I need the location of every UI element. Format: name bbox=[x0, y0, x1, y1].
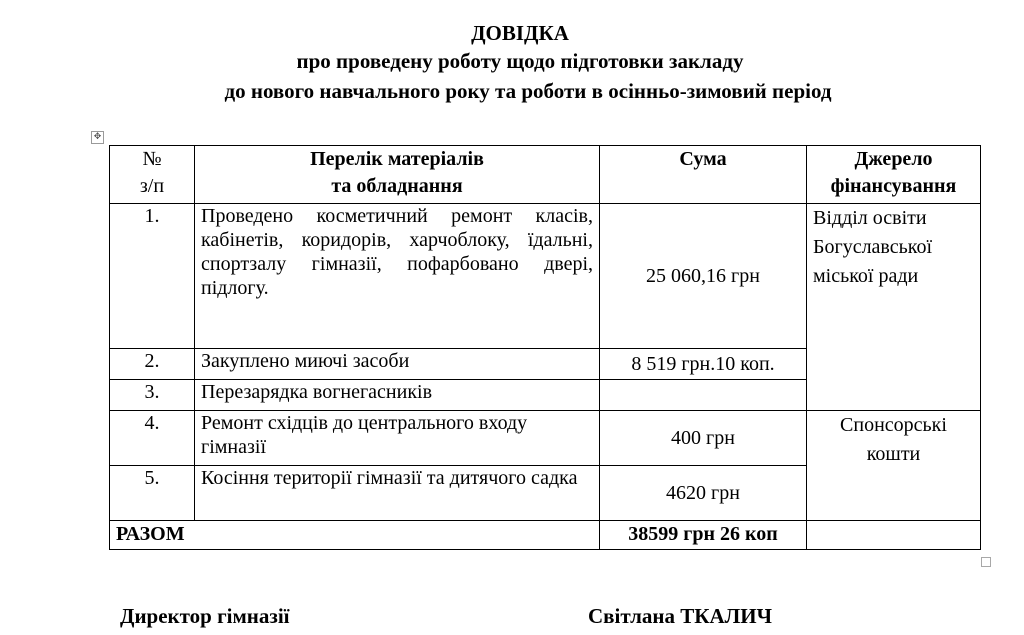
column-header-source-line2: фінансування bbox=[830, 175, 957, 197]
column-header-source bbox=[807, 146, 981, 204]
signature-position: Директор гімназії bbox=[120, 604, 290, 628]
report-table bbox=[109, 145, 981, 550]
row-funding-source: Спонсорські кошти bbox=[807, 411, 981, 521]
row-description: Проведено косметичний ремонт класів, кабінетів, коридорів, харчоблоку, їдальні, спортзалу гімназії, пофарбовано двері, підлогу. bbox=[195, 204, 600, 349]
row-sum: 4620 грн bbox=[600, 466, 807, 521]
total-source-empty bbox=[807, 521, 981, 550]
column-header-number-sign: № bbox=[142, 148, 162, 170]
row-number: 1. bbox=[110, 204, 195, 349]
column-header-materials bbox=[195, 146, 600, 204]
table-row bbox=[110, 204, 981, 349]
row-number: 3. bbox=[110, 380, 195, 411]
table-header-row bbox=[110, 146, 981, 204]
row-sum bbox=[600, 380, 807, 411]
table-total-row bbox=[110, 521, 981, 550]
row-number: 4. bbox=[110, 411, 195, 466]
column-header-number bbox=[110, 146, 195, 204]
row-funding-source: Відділ освіти Богуславської міської ради bbox=[807, 204, 981, 411]
document-subtitle-line2: до нового навчального року та роботи в осінньо-зимовий період bbox=[224, 79, 832, 103]
column-header-sum: Сума bbox=[600, 146, 807, 204]
table-move-handle-icon[interactable]: ✥ bbox=[91, 131, 104, 144]
table-resize-handle[interactable] bbox=[981, 557, 991, 567]
table-row bbox=[110, 411, 981, 466]
column-header-number-abbr: з/п bbox=[139, 175, 165, 197]
row-description: Перезарядка вогнегасників bbox=[195, 380, 600, 411]
total-label: РАЗОМ bbox=[110, 521, 600, 550]
total-sum: 38599 грн 26 коп bbox=[600, 521, 807, 550]
row-sum: 400 грн bbox=[600, 411, 807, 466]
document-title: ДОВІДКА bbox=[471, 21, 569, 45]
row-sum: 25 060,16 грн bbox=[600, 204, 807, 349]
row-description: Ремонт східців до центрального входу гімназії bbox=[195, 411, 600, 466]
document-subtitle-line1: про проведену роботу щодо підготовки закладу bbox=[296, 49, 744, 73]
row-number: 5. bbox=[110, 466, 195, 521]
row-description: Косіння території гімназії та дитячого садка bbox=[195, 466, 600, 521]
column-header-materials-line2: та обладнання bbox=[331, 175, 463, 197]
column-header-source-line1: Джерело bbox=[854, 148, 933, 170]
row-sum: 8 519 грн.10 коп. bbox=[600, 349, 807, 380]
signature-name: Світлана ТКАЛИЧ bbox=[588, 604, 773, 628]
column-header-materials-line1: Перелік матеріалів bbox=[310, 148, 484, 170]
row-description: Закуплено миючі засоби bbox=[195, 349, 600, 380]
row-number: 2. bbox=[110, 349, 195, 380]
